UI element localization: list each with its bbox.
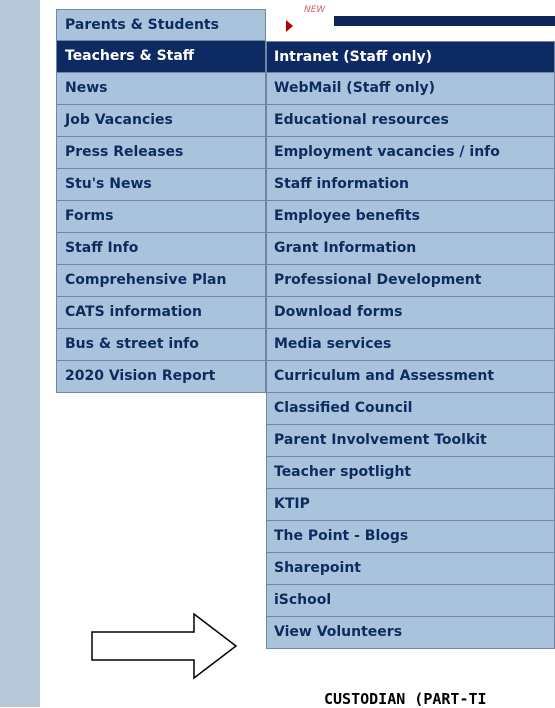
menu-item-news[interactable]: News (56, 73, 266, 105)
left-sidebar-strip (0, 0, 40, 707)
headline-banner (334, 16, 555, 26)
menu-item-job-vacancies[interactable]: Job Vacancies (56, 105, 266, 137)
menu-item-staff-info[interactable]: Staff Info (56, 233, 266, 265)
submenu-item-parent-involvement-toolkit[interactable]: Parent Involvement Toolkit (266, 425, 555, 457)
submenu-item-employee-benefits[interactable]: Employee benefits (266, 201, 555, 233)
submenu-item-ischool[interactable]: iSchool (266, 585, 555, 617)
submenu-item-curriculum-assessment[interactable]: Curriculum and Assessment (266, 361, 555, 393)
new-tag: NEW (304, 5, 326, 15)
submenu-item-intranet[interactable]: Intranet (Staff only) (266, 41, 555, 73)
submenu-item-media-services[interactable]: Media services (266, 329, 555, 361)
submenu-arrow-icon (286, 20, 293, 32)
menu-item-2020-vision-report[interactable]: 2020 Vision Report (56, 361, 266, 393)
submenu-item-sharepoint[interactable]: Sharepoint (266, 553, 555, 585)
menu-item-comprehensive-plan[interactable]: Comprehensive Plan (56, 265, 266, 297)
menu-item-label: Teachers & Staff (65, 48, 195, 64)
submenu-item-educational-resources[interactable]: Educational resources (266, 105, 555, 137)
submenu-item-grant-information[interactable]: Grant Information (266, 233, 555, 265)
menu-item-parents-students[interactable] (56, 9, 266, 41)
submenu-item-webmail[interactable]: WebMail (Staff only) (266, 73, 555, 105)
menu-item-label: Parents & Students (65, 17, 219, 33)
submenu-item-ktip[interactable]: KTIP (266, 489, 555, 521)
menu-item-stus-news[interactable]: Stu's News (56, 169, 266, 201)
menu-item-teachers-staff[interactable] (56, 41, 266, 73)
pointer-arrow-icon (90, 612, 240, 682)
bottom-heading: CUSTODIAN (PART-TI (324, 690, 487, 708)
submenu-item-professional-development[interactable]: Professional Development (266, 265, 555, 297)
submenu-item-view-volunteers[interactable]: View Volunteers (266, 617, 555, 649)
submenu-item-employment-vacancies[interactable]: Employment vacancies / info (266, 137, 555, 169)
submenu-item-the-point-blogs[interactable]: The Point - Blogs (266, 521, 555, 553)
menu-item-press-releases[interactable]: Press Releases (56, 137, 266, 169)
menu-item-forms[interactable]: Forms (56, 201, 266, 233)
menu-item-bus-street-info[interactable]: Bus & street info (56, 329, 266, 361)
submenu-item-staff-information[interactable]: Staff information (266, 169, 555, 201)
main-menu (56, 9, 266, 393)
submenu-item-download-forms[interactable]: Download forms (266, 297, 555, 329)
submenu-item-classified-council[interactable]: Classified Council (266, 393, 555, 425)
menu-item-cats-information[interactable]: CATS information (56, 297, 266, 329)
teachers-staff-submenu (266, 41, 555, 649)
submenu-item-teacher-spotlight[interactable]: Teacher spotlight (266, 457, 555, 489)
